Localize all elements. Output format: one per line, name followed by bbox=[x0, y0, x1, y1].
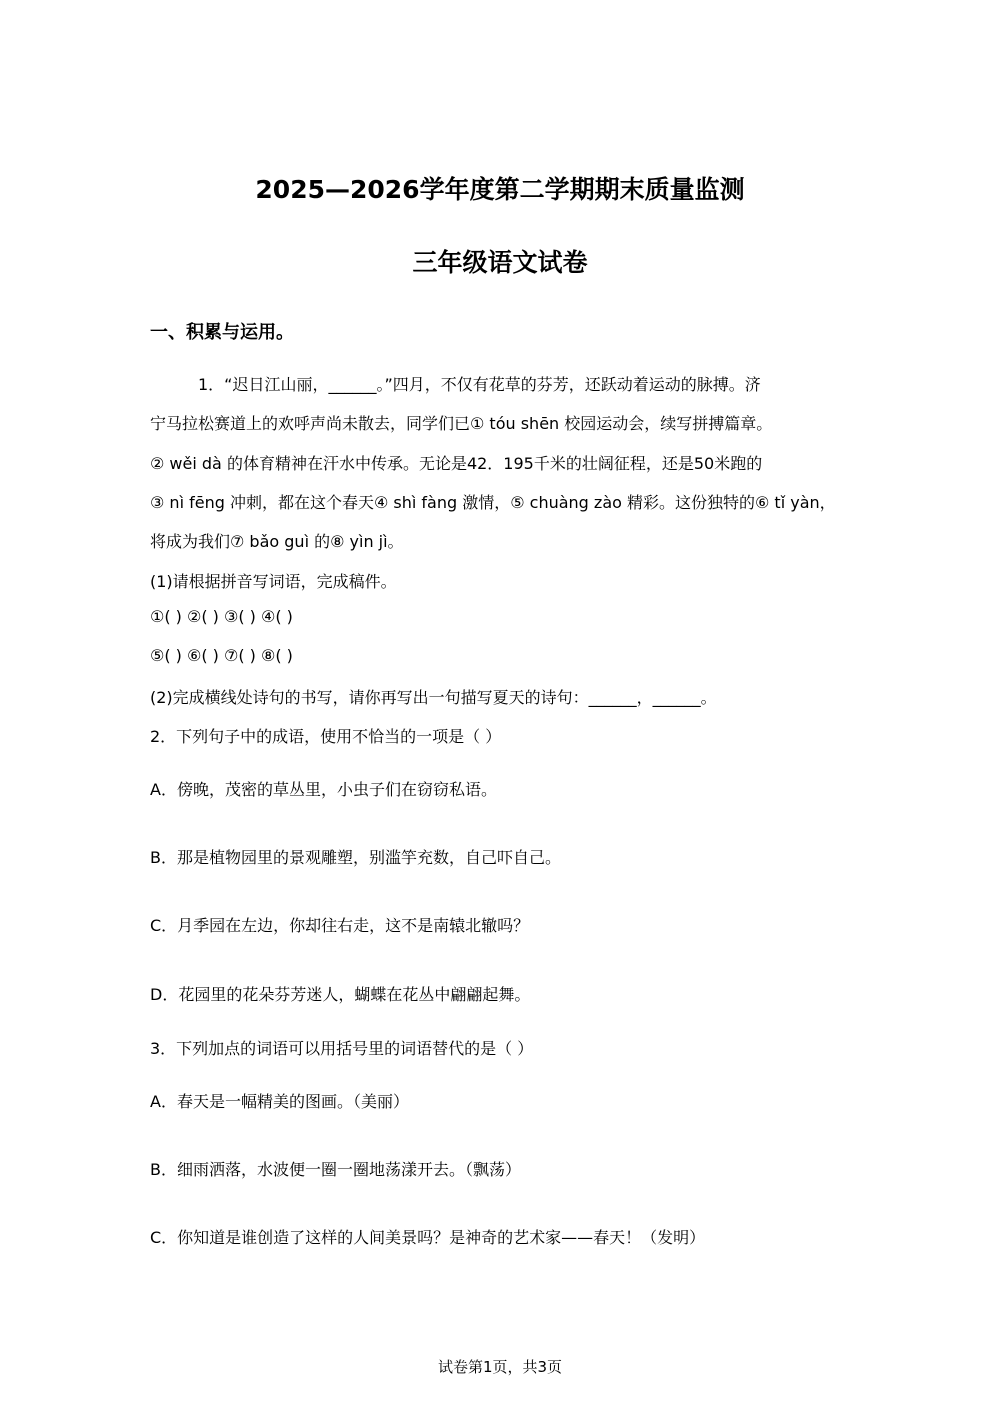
q1-subquestion-2: (2)完成横线处诗句的书写，请你再写出一句描写夏天的诗句：______，______。 bbox=[150, 688, 717, 707]
q3-option-b: B．细雨洒落，水波便一圈一圈地荡漾开去。（飘荡） bbox=[150, 1160, 521, 1179]
section-heading: 一、积累与运用。 bbox=[150, 322, 294, 343]
q2-option-d: D．花园里的花朵芬芳迷人，蝴蝶在花丛中翩翩起舞。 bbox=[150, 985, 531, 1004]
exam-subtitle: 三年级语文试卷 bbox=[412, 248, 588, 277]
q1-line-2: 宁马拉松赛道上的欢呼声尚未散去，同学们已① tóu shēn 校园运动会，续写拼搏篇章。 bbox=[150, 414, 773, 433]
q2-option-a: A．傍晚，茂密的草丛里，小虫子们在窃窃私语。 bbox=[150, 780, 497, 799]
page-footer: 试卷第1页，共3页 bbox=[437, 1358, 563, 1376]
q3-option-a: A．春天是一幅精美的图画。（美丽） bbox=[150, 1092, 409, 1111]
q1-line-4: ③ nì fēng 冲刺，都在这个春天④ shì fàng 激情，⑤ chuàng zào 精彩。这份独特的⑥ tǐ yàn， bbox=[150, 493, 836, 512]
q2-stem: 2．下列句子中的成语，使用不恰当的一项是（ ） bbox=[150, 727, 502, 746]
q3-option-c: C．你知道是谁创造了这样的人间美景吗？是神奇的艺术家——春天！（发明） bbox=[150, 1228, 706, 1247]
q1-line-5: 将成为我们⑦ bǎo guì 的⑧ yìn jì。 bbox=[150, 532, 404, 551]
q1-line-3: ② wěi dà 的体育精神在汗水中传承。无论是42．195千米的壮阔征程，还是50米跑的 bbox=[150, 454, 763, 473]
q1-subquestion-1: (1)请根据拼音写词语，完成稿件。 bbox=[150, 572, 397, 591]
exam-title: 2025—2026学年度第二学期期末质量监测 bbox=[255, 175, 745, 204]
q2-option-c: C．月季园在左边，你却往右走，这不是南辕北辙吗？ bbox=[150, 916, 530, 935]
q1-blanks-row-2: ⑤( ) ⑥( ) ⑦( ) ⑧( ) bbox=[150, 646, 293, 665]
q3-stem: 3．下列加点的词语可以用括号里的词语替代的是（ ） bbox=[150, 1039, 534, 1058]
q1-line-1: 1．“迟日江山丽，______。”四月，不仅有花草的芬芳，还跃动着运动的脉搏。济 bbox=[198, 375, 761, 394]
q1-blanks-row-1: ①( ) ②( ) ③( ) ④( ) bbox=[150, 607, 293, 626]
q2-option-b: B．那是植物园里的景观雕塑，别滥竽充数，自己吓自己。 bbox=[150, 848, 561, 867]
